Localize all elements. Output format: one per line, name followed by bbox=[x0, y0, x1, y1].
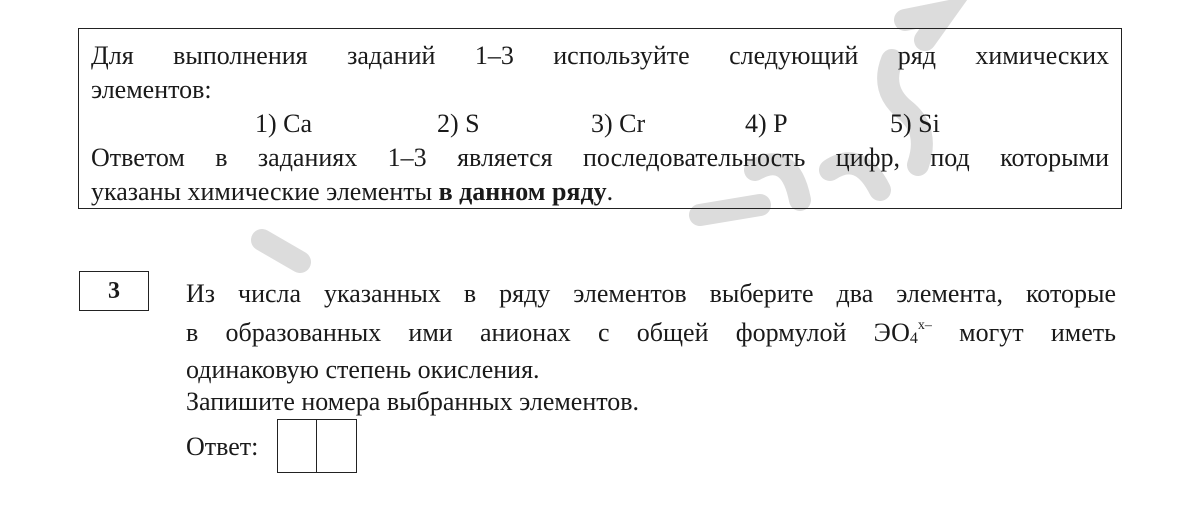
element-5: 5) Si bbox=[890, 109, 940, 138]
element-2: 2) S bbox=[437, 109, 480, 138]
answer-field[interactable] bbox=[277, 419, 357, 473]
answer-label: Ответ: bbox=[186, 432, 259, 461]
task-line-2-start: в образованных ими анионах с общей формулой ЭО bbox=[186, 317, 910, 347]
element-row bbox=[91, 107, 1109, 141]
instructions-line-2: элементов: bbox=[91, 75, 212, 104]
instructions-emphasis: в данном ряду bbox=[438, 177, 607, 206]
formula-subscript: 4 bbox=[909, 329, 918, 347]
task-line-2 bbox=[186, 310, 1116, 355]
instructions-line-4-text: указаны химические элементы bbox=[91, 177, 439, 206]
task-line-2-end: могут иметь bbox=[931, 317, 1116, 347]
answer-cell-1[interactable] bbox=[277, 419, 317, 473]
task-line-3: одинаковую степень окисления. bbox=[186, 355, 540, 384]
task-text bbox=[186, 278, 1116, 417]
answer-cell-2[interactable] bbox=[317, 419, 357, 473]
instructions-box bbox=[78, 28, 1122, 209]
task-line-4: Запишите номера выбранных элементов. bbox=[186, 386, 640, 416]
task-number: 3 bbox=[79, 271, 149, 311]
formula-superscript: x– bbox=[917, 317, 932, 333]
task-line-1: Из числа указанных в ряду элементов выберите два элемента, которые bbox=[186, 279, 1116, 308]
instructions-line-3: Ответом в заданиях 1–3 является последовательность цифр, под которыми bbox=[91, 143, 1109, 172]
instructions-line-4 bbox=[91, 175, 1109, 209]
instructions-line-1: Для выполнения заданий 1–3 используйте следующий ряд химических bbox=[91, 41, 1109, 70]
element-1: 1) Ca bbox=[255, 109, 313, 138]
element-4: 4) P bbox=[745, 109, 788, 138]
instructions-line-4-end: . bbox=[606, 177, 614, 206]
element-3: 3) Cr bbox=[591, 109, 646, 138]
